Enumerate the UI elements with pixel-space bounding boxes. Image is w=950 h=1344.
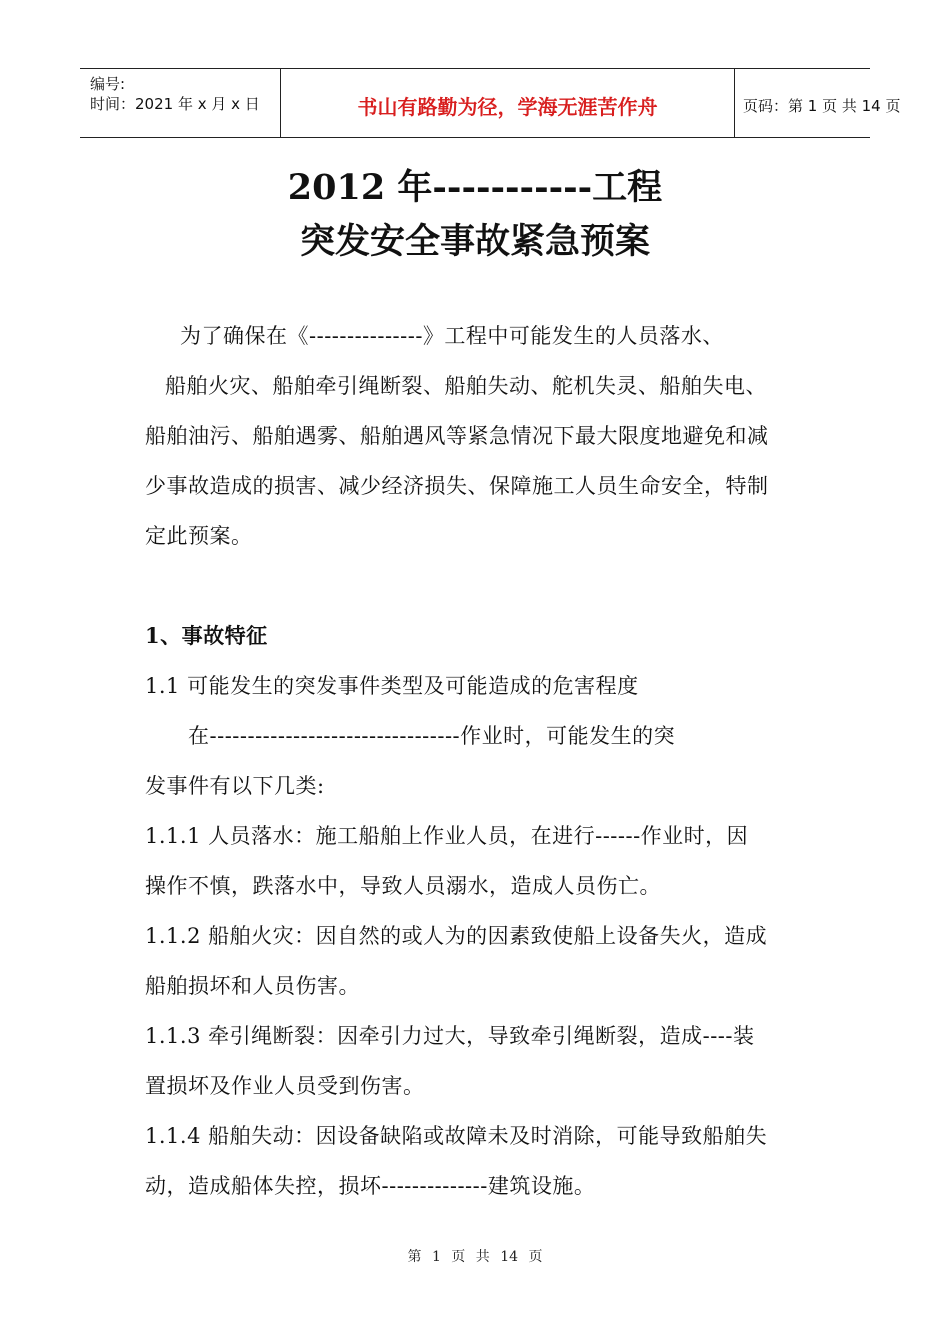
intro-line: 为了确保在《---------------》工程中可能发生的人员落水、 [180,324,724,348]
section-heading: 1、事故特征 [145,623,268,648]
header-motto-cell [280,69,735,137]
body-line: 船舶损坏和人员伤害。 [145,974,360,998]
body-line: 置损坏及作业人员受到伤害。 [145,1074,425,1098]
intro-line: 定此预案。 [145,524,253,548]
header-right-cell [735,69,901,137]
body-line: 发事件有以下几类: [145,774,325,798]
header-left-cell [80,69,280,137]
body-line: 1.1.1 人员落水：施工船舶上作业人员，在进行------作业时，因 [145,824,749,848]
document-number-label: 编号: [90,75,126,93]
document-title-line2: 突发安全事故紧急预案 [299,221,650,262]
document-header [80,68,901,138]
page-footer: 第 1 页 共 14 页 [407,1249,543,1265]
intro-line: 船舶油污、船舶遇雾、船舶遇风等紧急情况下最大限度地避免和减 [145,424,769,448]
header-page-info: 页码：第 1 页 共 14 页 [743,97,901,115]
body-line: 动，造成船体失控，损坏--------------建筑设施。 [145,1174,596,1198]
intro-line: 少事故造成的损害、减少经济损失、保障施工人员生命安全，特制 [145,474,769,498]
document-time: 时间：2021 年 x 月 x 日 [90,95,260,113]
body-line: 在---------------------------------作业时，可能发生的突 [188,724,676,748]
body-line: 1.1.2 船舶火灾：因自然的或人为的因素致使船上设备失火，造成 [145,924,768,948]
intro-line: 船舶火灾、船舶牵引绳断裂、船舶失动、舵机失灵、船舶失电、 [165,374,767,398]
header-motto: 书山有路勤为径，学海无涯苦作舟 [357,95,658,119]
body-line: 1.1.4 船舶失动：因设备缺陷或故障未及时消除，可能导致船舶失 [145,1124,768,1148]
document-title-line1: 2012 年-----------工程 [287,167,663,208]
subsection-heading: 1.1 可能发生的突发事件类型及可能造成的危害程度 [145,674,639,698]
body-line: 操作不慎，跌落水中，导致人员溺水，造成人员伤亡。 [145,874,661,898]
body-line: 1.1.3 牵引绳断裂：因牵引力过大，导致牵引绳断裂，造成----装 [145,1024,755,1048]
